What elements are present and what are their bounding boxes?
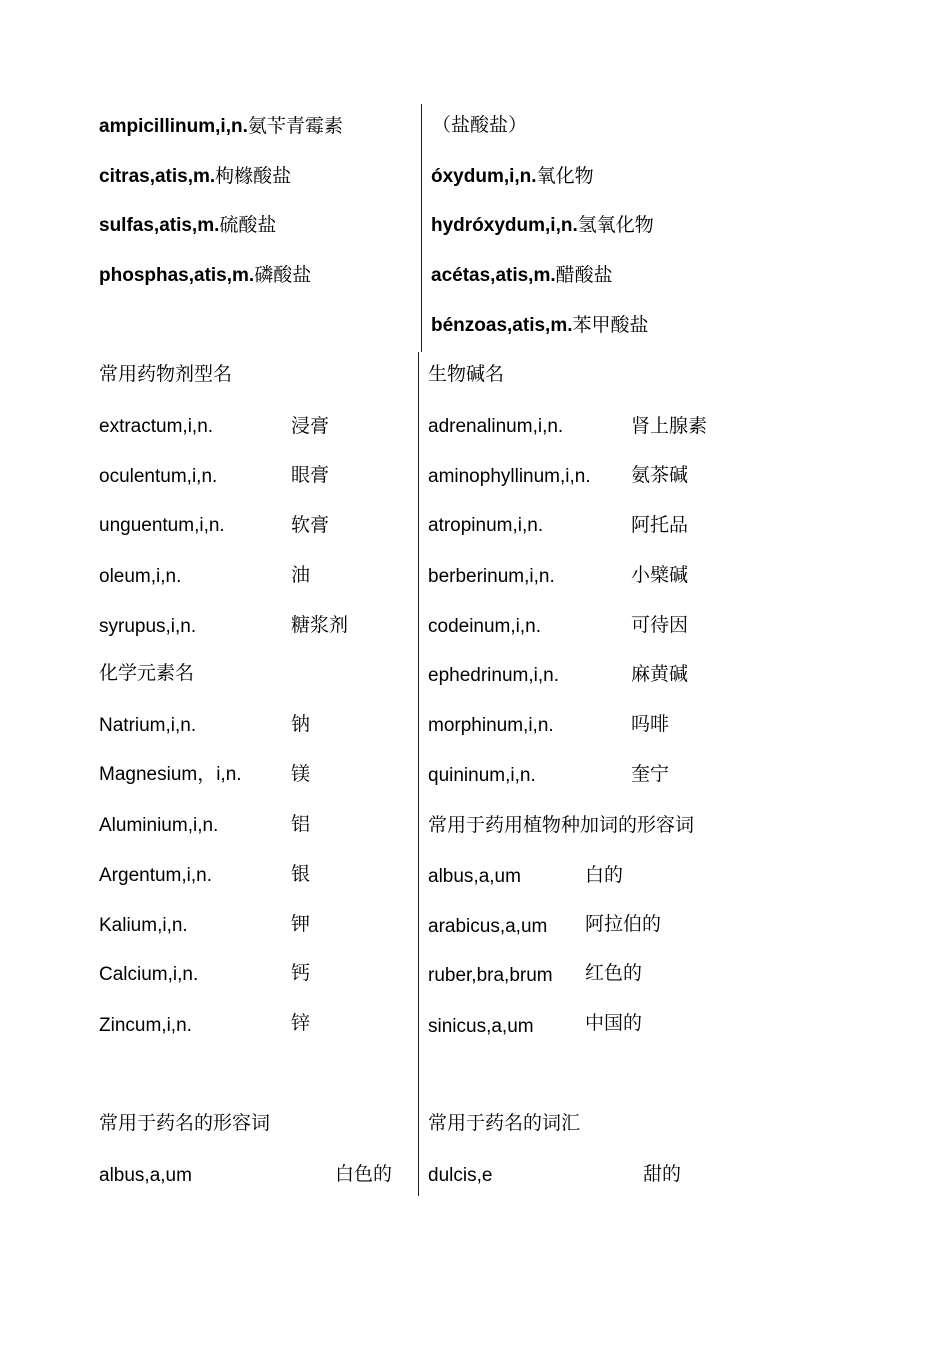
section-heading-plant-adjectives: 常用于药用植物种加词的形容词 — [428, 814, 695, 836]
dosage-term: oleum,i,n. — [99, 566, 182, 587]
meaning: 氧化物 — [536, 165, 594, 187]
alkaloid-meaning: 麻黄碱 — [631, 663, 689, 685]
element-meaning: 钾 — [291, 913, 311, 935]
element-term: Kalium,i,n. — [99, 915, 188, 936]
meaning: 苯甲酸盐 — [572, 314, 649, 336]
hydrochloride-note: （盐酸盐） — [432, 114, 528, 136]
term: hydróxydum,i,n. — [431, 215, 578, 236]
alkaloid-term: morphinum,i,n. — [428, 715, 554, 736]
meaning: 枸橼酸盐 — [215, 165, 292, 187]
drug-vocabulary-term: dulcis,e — [428, 1165, 493, 1186]
element-term: Aluminium,i,n. — [99, 815, 219, 836]
meaning: 磷酸盐 — [254, 264, 312, 286]
dosage-term: oculentum,i,n. — [99, 466, 218, 487]
term: bénzoas,atis,m. — [431, 315, 573, 336]
salt-term-row — [431, 165, 594, 188]
salt-term-row — [99, 115, 343, 138]
element-term: Magnesium，i,n. — [99, 764, 242, 785]
section-heading-dosage-forms: 常用药物剂型名 — [99, 363, 233, 385]
drug-vocabulary-meaning: 甜的 — [643, 1163, 682, 1185]
alkaloid-meaning: 氨茶碱 — [631, 464, 689, 486]
element-meaning: 钠 — [291, 713, 311, 735]
salt-term-row — [99, 264, 311, 287]
alkaloid-term: quininum,i,n. — [428, 765, 536, 786]
column-divider-bottom — [418, 1098, 419, 1196]
element-meaning: 锌 — [291, 1012, 311, 1034]
dosage-meaning: 油 — [291, 564, 311, 586]
drug-adjective-term: albus,a,um — [99, 1165, 192, 1186]
salt-term-row — [431, 214, 654, 237]
element-term: Natrium,i,n. — [99, 715, 197, 736]
alkaloid-term: adrenalinum,i,n. — [428, 416, 564, 437]
dosage-term: syrupus,i,n. — [99, 616, 197, 637]
meaning: 氢氧化物 — [577, 214, 654, 236]
adjective-term: ruber,bra,brum — [428, 965, 553, 986]
alkaloid-meaning: 奎宁 — [631, 763, 670, 785]
element-meaning: 铝 — [291, 813, 311, 835]
alkaloid-term: codeinum,i,n. — [428, 616, 542, 637]
element-term: Calcium,i,n. — [99, 964, 199, 985]
dosage-meaning: 软膏 — [291, 514, 330, 536]
salt-term-row — [431, 264, 613, 287]
term: ampicillinum,i,n. — [99, 116, 248, 137]
term: óxydum,i,n. — [431, 166, 537, 187]
dosage-meaning: 糖浆剂 — [291, 614, 349, 636]
dosage-meaning: 浸膏 — [291, 415, 330, 437]
term: sulfas,atis,m. — [99, 215, 220, 236]
adjective-meaning: 阿拉伯的 — [585, 913, 662, 935]
drug-adjective-meaning: 白色的 — [335, 1163, 393, 1185]
salt-term-row — [431, 314, 649, 337]
element-term: Argentum,i,n. — [99, 865, 212, 886]
adjective-term: albus,a,um — [428, 866, 521, 887]
adjective-meaning: 中国的 — [585, 1012, 643, 1034]
adjective-term: sinicus,a,um — [428, 1016, 534, 1037]
alkaloid-term: ephedrinum,i,n. — [428, 665, 559, 686]
alkaloid-meaning: 吗啡 — [631, 713, 670, 735]
element-meaning: 银 — [291, 863, 311, 885]
salt-term-row — [99, 165, 291, 188]
dosage-term: extractum,i,n. — [99, 416, 214, 437]
alkaloid-meaning: 阿托品 — [631, 514, 689, 536]
section-heading-alkaloids: 生物碱名 — [428, 363, 505, 385]
element-meaning: 钙 — [291, 962, 311, 984]
adjective-term: arabicus,a,um — [428, 916, 548, 937]
alkaloid-meaning: 小檗碱 — [631, 564, 689, 586]
meaning: 氨苄青霉素 — [247, 115, 343, 137]
dosage-term: unguentum,i,n. — [99, 515, 225, 536]
section-heading-elements: 化学元素名 — [99, 662, 195, 684]
alkaloid-meaning: 肾上腺素 — [631, 415, 708, 437]
salt-term-row — [99, 214, 276, 237]
adjective-meaning: 红色的 — [585, 962, 643, 984]
adjective-meaning: 白的 — [585, 864, 624, 886]
alkaloid-term: atropinum,i,n. — [428, 515, 544, 536]
dosage-meaning: 眼膏 — [291, 464, 330, 486]
alkaloid-term: berberinum,i,n. — [428, 566, 555, 587]
term: phosphas,atis,m. — [99, 265, 255, 286]
section-heading-drug-adjectives: 常用于药名的形容词 — [99, 1112, 271, 1134]
meaning: 醋酸盐 — [555, 264, 613, 286]
element-meaning: 镁 — [291, 763, 311, 785]
column-divider-top — [421, 104, 422, 352]
section-heading-drug-vocabulary: 常用于药名的词汇 — [428, 1112, 581, 1134]
alkaloid-meaning: 可待因 — [631, 614, 689, 636]
meaning: 硫酸盐 — [219, 214, 277, 236]
alkaloid-term: aminophyllinum,i,n. — [428, 466, 591, 487]
term: acétas,atis,m. — [431, 265, 556, 286]
element-term: Zincum,i,n. — [99, 1015, 192, 1036]
term: citras,atis,m. — [99, 166, 216, 187]
column-divider-middle — [418, 352, 419, 1098]
